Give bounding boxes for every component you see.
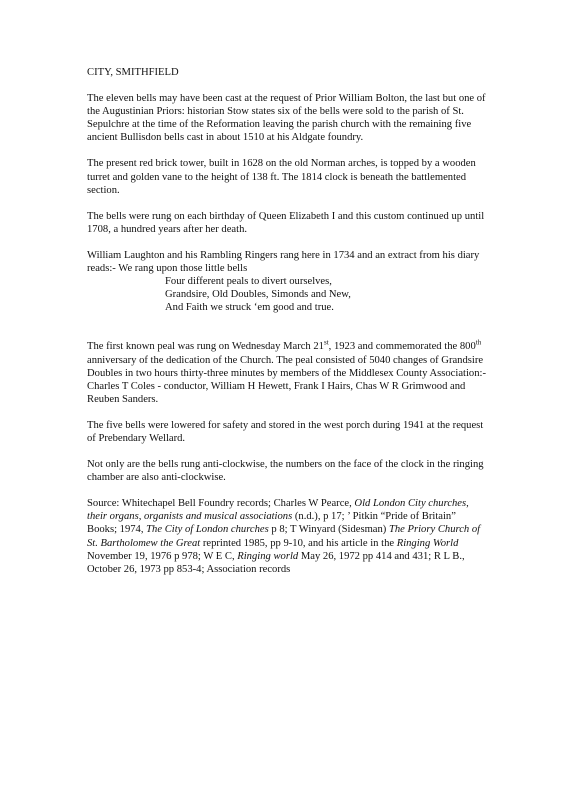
paragraph-wartime: The five bells were lowered for safety and stored in the west porch during 1941 at the request of Prebendary Wellard. (87, 419, 484, 444)
verse-line-2: Four different peals to divert ourselves, (165, 276, 332, 288)
paragraph-diary (87, 249, 487, 314)
paragraph-clock: Not only are the bells rung anti-clockwise, the numbers on the face of the clock in the ringing chamber are also anti-clockwise. (87, 459, 484, 484)
diary-intro: William Laughton and his Rambling Ringers rang here in 1734 and an extract from his diary reads:- (87, 249, 480, 275)
verse-line-3: Grandsire, Old Doubles, Simonds and New, (165, 289, 351, 301)
verse-line-1: We rang upon those little bells (118, 263, 248, 275)
document-page (87, 66, 487, 589)
paragraph-custom: The bells were rung on each birthday of Queen Elizabeth I and this custom continued up until 1708, a hundred years after her death. (87, 210, 485, 235)
paragraph-sources: Source: Whitechapel Bell Foundry records; Charles W Pearce, Old London City churches, their organs, organists and musical associations (n.d.), p 17; ’ Pitkin “Pride of Britain” Books; 1974, The City of London churches p 8; T Winyard (Sidesman) The Priory Church of St. Bartholomew the Great reprinted 1985, pp 9-10, and his article in the Ringing World November 19, 1976 p 978; W E C, Ringing world May 26, 1972 pp 414 and 431; R L B., October 26, 1973 pp 853-4; Association records (87, 498, 481, 575)
paragraph-tower: The present red brick tower, built in 1628 on the old Norman arches, is topped by a wooden turret and golden vane to the height of 138 ft. The 1814 clock is beneath the battlemented section. (87, 158, 476, 196)
page-title: CITY, SMITHFIELD (87, 67, 179, 78)
verse-line-4: And Faith we struck ‘em good and true. (165, 302, 334, 314)
paragraph-history: The eleven bells may have been cast at the request of Prior William Bolton, the last but one of the Augustinian Priors: historian Stow states six of the bells were sold to the parish of St. Sepulchre at the time of the Reformation leaving the parish church with the remaining five ancient Bullisdon bells cast in about 1510 at his Aldgate foundry. (87, 93, 486, 144)
paragraph-first-peal: The first known peal was rung on Wednesday March 21st, 1923 and commemorated the 800th anniversary of the dedication of the Church. The peal consisted of 5040 changes of Grandsire Doubles in two hours thirty-three minutes by members of the Middlesex County Association:- Charles T Coles - conductor, William H Hewett, Frank I Hairs, Chas W R Grimwood and Reuben Sanders. (87, 338, 486, 405)
